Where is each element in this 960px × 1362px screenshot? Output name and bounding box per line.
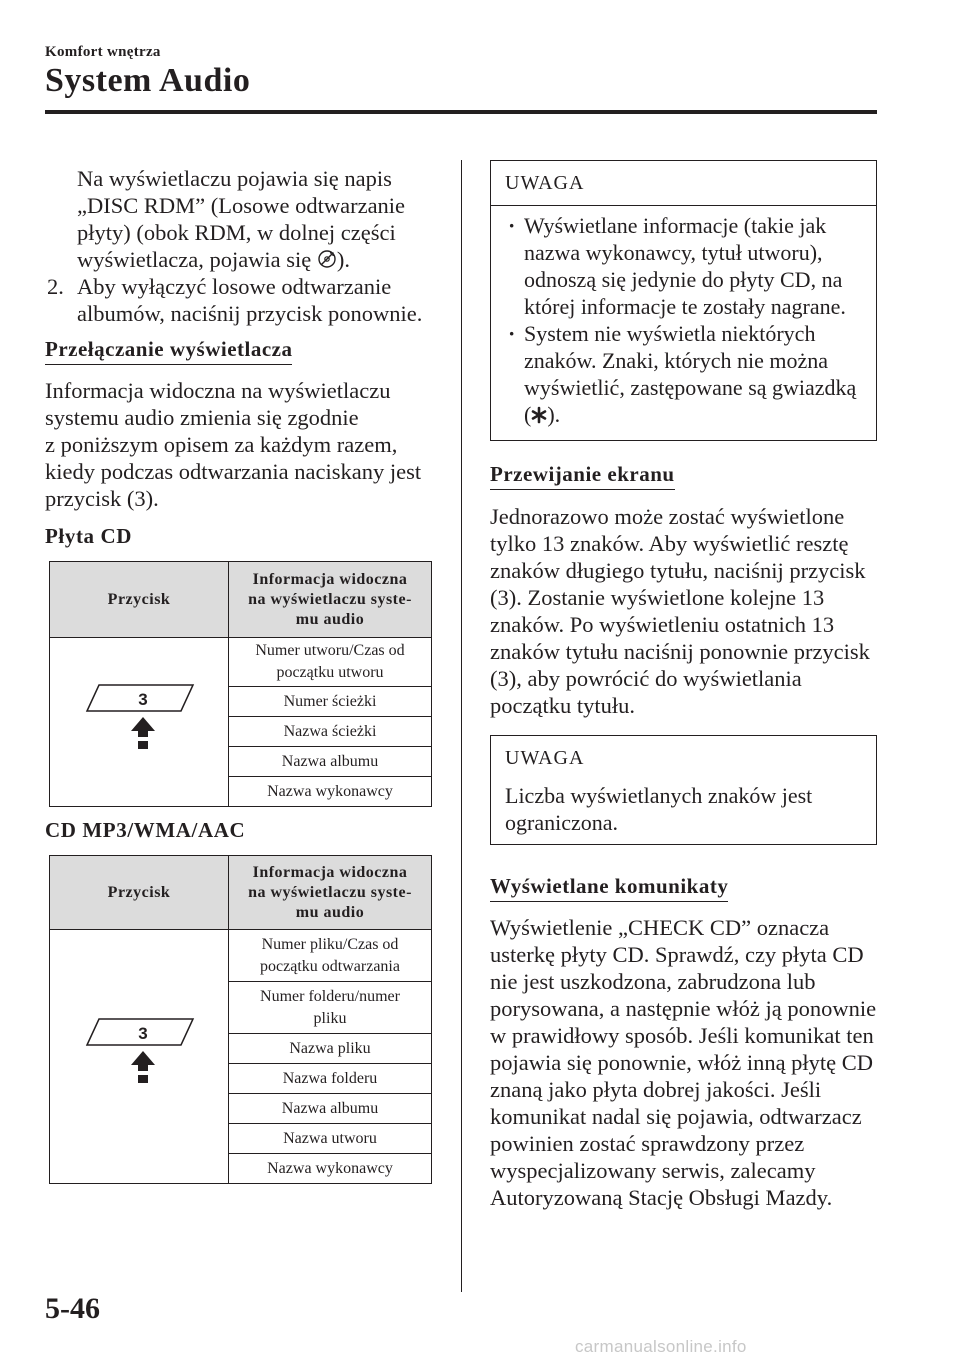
section-category: Komfort wnętrza <box>45 44 161 60</box>
button-number: 3 <box>138 1024 148 1043</box>
button-3-icon <box>69 1013 209 1093</box>
note-bullet <box>505 212 862 320</box>
note-body <box>491 780 876 844</box>
table-mp3 <box>49 855 432 1184</box>
note-line: znaków. Znaki, których nie można <box>524 348 829 373</box>
para-line: porysowana, a następnie włóż ją ponownie <box>490 996 877 1021</box>
note-line: · System nie wyświetla niektórych <box>524 321 816 346</box>
page-title: System Audio <box>45 62 251 99</box>
table-row <box>229 982 432 1034</box>
table-row: Nazwa wykonawcy <box>229 777 432 807</box>
note-line: ograniczona. <box>505 810 618 835</box>
table-row <box>229 930 432 982</box>
subheading-text: Przełączanie wyświetlacza <box>45 337 292 365</box>
button-cell <box>50 930 229 1184</box>
display-paragraph <box>45 377 455 512</box>
para-line: Informacja widoczna na wyświetlaczu <box>45 378 391 403</box>
column-divider <box>461 160 462 1292</box>
cell-line: pliku <box>313 1009 347 1027</box>
para-line: w prawidłowy sposób. Jeśli komunikat ten <box>490 1023 874 1048</box>
note-line-text: ). <box>547 402 561 427</box>
mp3-label: CD MP3/WMA/AAC <box>45 818 246 842</box>
note-line: · Wyświetlane informacje (takie jak <box>524 213 827 238</box>
table-row: Nazwa wykonawcy <box>229 1154 432 1184</box>
intro-line-text: wyświetlacza, pojawia się <box>77 247 312 272</box>
intro-line-text: ). <box>336 247 351 272</box>
table-row <box>229 638 432 687</box>
cell-line: Numer folderu/numer <box>260 987 400 1005</box>
header-line: mu audio <box>295 610 365 628</box>
para-line: znaną jako płyta dobrej jakości. Jeśli <box>490 1077 822 1102</box>
para-line: pojawia się ponownie, włóż inną płytę CD <box>490 1050 874 1075</box>
para-line: wyspecjalizowany serwis, zalecamy <box>490 1158 816 1183</box>
cd-label: Płyta CD <box>45 524 133 548</box>
table-cd <box>49 561 432 807</box>
note-box-info <box>490 160 877 441</box>
cell-line: początku odtwarzania <box>260 957 400 975</box>
note-line: której informacje te zostały nagrane. <box>524 294 846 319</box>
intro-line <box>77 246 457 276</box>
note-line: odnoszą się jedynie do płyty CD, na <box>524 267 843 292</box>
intro-paragraph <box>77 165 457 276</box>
subheading-text: Przewijanie ekranu <box>490 462 675 490</box>
note-line: Liczba wyświetlanych znaków jest <box>505 783 813 808</box>
subheading-scroll <box>490 462 675 490</box>
table-row: Nazwa folderu <box>229 1064 432 1094</box>
header-line: mu audio <box>295 903 365 921</box>
note-bullet <box>505 320 862 430</box>
header-rule <box>45 110 877 114</box>
para-line: powinien zostać sprawdzony przez <box>490 1131 805 1156</box>
header-line: na wyświetlaczu syste- <box>248 590 412 608</box>
cell-line: początku utworu <box>276 664 384 681</box>
header-line: Informacja widoczna <box>252 863 408 881</box>
table-row: Nazwa albumu <box>229 747 432 777</box>
para-line: Jednorazowo może zostać wyświetlone <box>490 504 845 529</box>
messages-paragraph <box>490 914 885 1211</box>
para-line: nie jest uszkodzona, zabrudzona lub <box>490 969 816 994</box>
press-arrow-icon <box>131 1051 155 1083</box>
step-line: albumów, naciśnij przycisk ponownie. <box>77 301 423 326</box>
para-line: znaków tytułu naciśnij ponownie przycisk <box>490 639 870 664</box>
header-line: na wyświetlaczu syste- <box>248 883 412 901</box>
para-line: Autoryzowaną Stację Obsługi Mazdy. <box>490 1185 833 1210</box>
random-disc-icon <box>317 248 337 276</box>
table-row: Nazwa pliku <box>229 1034 432 1064</box>
asterisk-icon <box>531 403 547 430</box>
para-line: znaków długiego tytułu, naciśnij przycisk <box>490 558 866 583</box>
step-2-text <box>77 273 457 327</box>
subheading-messages <box>490 874 728 902</box>
intro-line: Na wyświetlaczu pojawia się napis <box>77 166 392 191</box>
cell-line: Numer utworu/Czas od <box>255 642 405 659</box>
para-line: Wyświetlenie „CHECK CD” oznacza <box>490 915 830 940</box>
note-heading: UWAGA <box>491 161 876 206</box>
button-3-icon <box>69 679 209 759</box>
para-line: znaków. Po wyświetleniu ostatnich 13 <box>490 612 835 637</box>
note-line: wyświetlić, zastępowane są gwiazdką <box>524 375 857 400</box>
button-cell <box>50 638 229 807</box>
scroll-paragraph <box>490 503 885 719</box>
para-line: kiedy podczas odtwarzania naciskany jest <box>45 459 422 484</box>
para-line: systemu audio zmienia się zgodnie <box>45 405 359 430</box>
table-row: Nazwa utworu <box>229 1124 432 1154</box>
watermark: carmanualsonline.info <box>575 1337 747 1356</box>
header-line: Informacja widoczna <box>252 570 408 588</box>
table-row: Nazwa albumu <box>229 1094 432 1124</box>
table-row: Numer ścieżki <box>229 687 432 717</box>
note-box-limit <box>490 735 877 845</box>
para-line: tylko 13 znaków. Aby wyświetlić resztę <box>490 531 849 556</box>
button-number: 3 <box>138 689 148 709</box>
note-line-text: ( <box>524 402 532 427</box>
note-body <box>491 206 876 440</box>
intro-line: „DISC RDM” (Losowe odtwarzanie <box>77 193 406 218</box>
para-line: usterkę płyty CD. Sprawdź, czy płyta CD <box>490 942 864 967</box>
para-line: początku tytułu. <box>490 693 635 718</box>
page-number: 5-46 <box>45 1292 100 1325</box>
subheading-text: Wyświetlane komunikaty <box>490 874 728 902</box>
note-line: nazwa wykonawcy, tytuł utworu), <box>524 240 823 265</box>
para-line: (3), aby powrócić do wyświetlania <box>490 666 802 691</box>
intro-line: płyty) (obok RDM, w dolnej części <box>77 220 396 245</box>
subheading-display-switching <box>45 337 292 365</box>
table-row: Nazwa ścieżki <box>229 717 432 747</box>
step-line: Aby wyłączyć losowe odtwarzanie <box>77 274 392 299</box>
press-arrow-icon <box>131 717 155 749</box>
col-header-button: Przycisk <box>50 562 229 638</box>
note-heading: UWAGA <box>505 747 585 769</box>
col-header-info <box>229 562 432 638</box>
para-line: z poniższym opisem za każdym razem, <box>45 432 398 457</box>
col-header-button: Przycisk <box>50 856 229 930</box>
para-line: przycisk (3). <box>45 486 159 511</box>
step-number: 2. <box>47 274 64 299</box>
col-header-info <box>229 856 432 930</box>
para-line: (3). Zostanie wyświetlone kolejne 13 <box>490 585 825 610</box>
note-line <box>524 401 862 430</box>
cell-line: Numer pliku/Czas od <box>261 935 399 953</box>
para-line: komunikat nadal się pojawia, odtwarzacz <box>490 1104 862 1129</box>
